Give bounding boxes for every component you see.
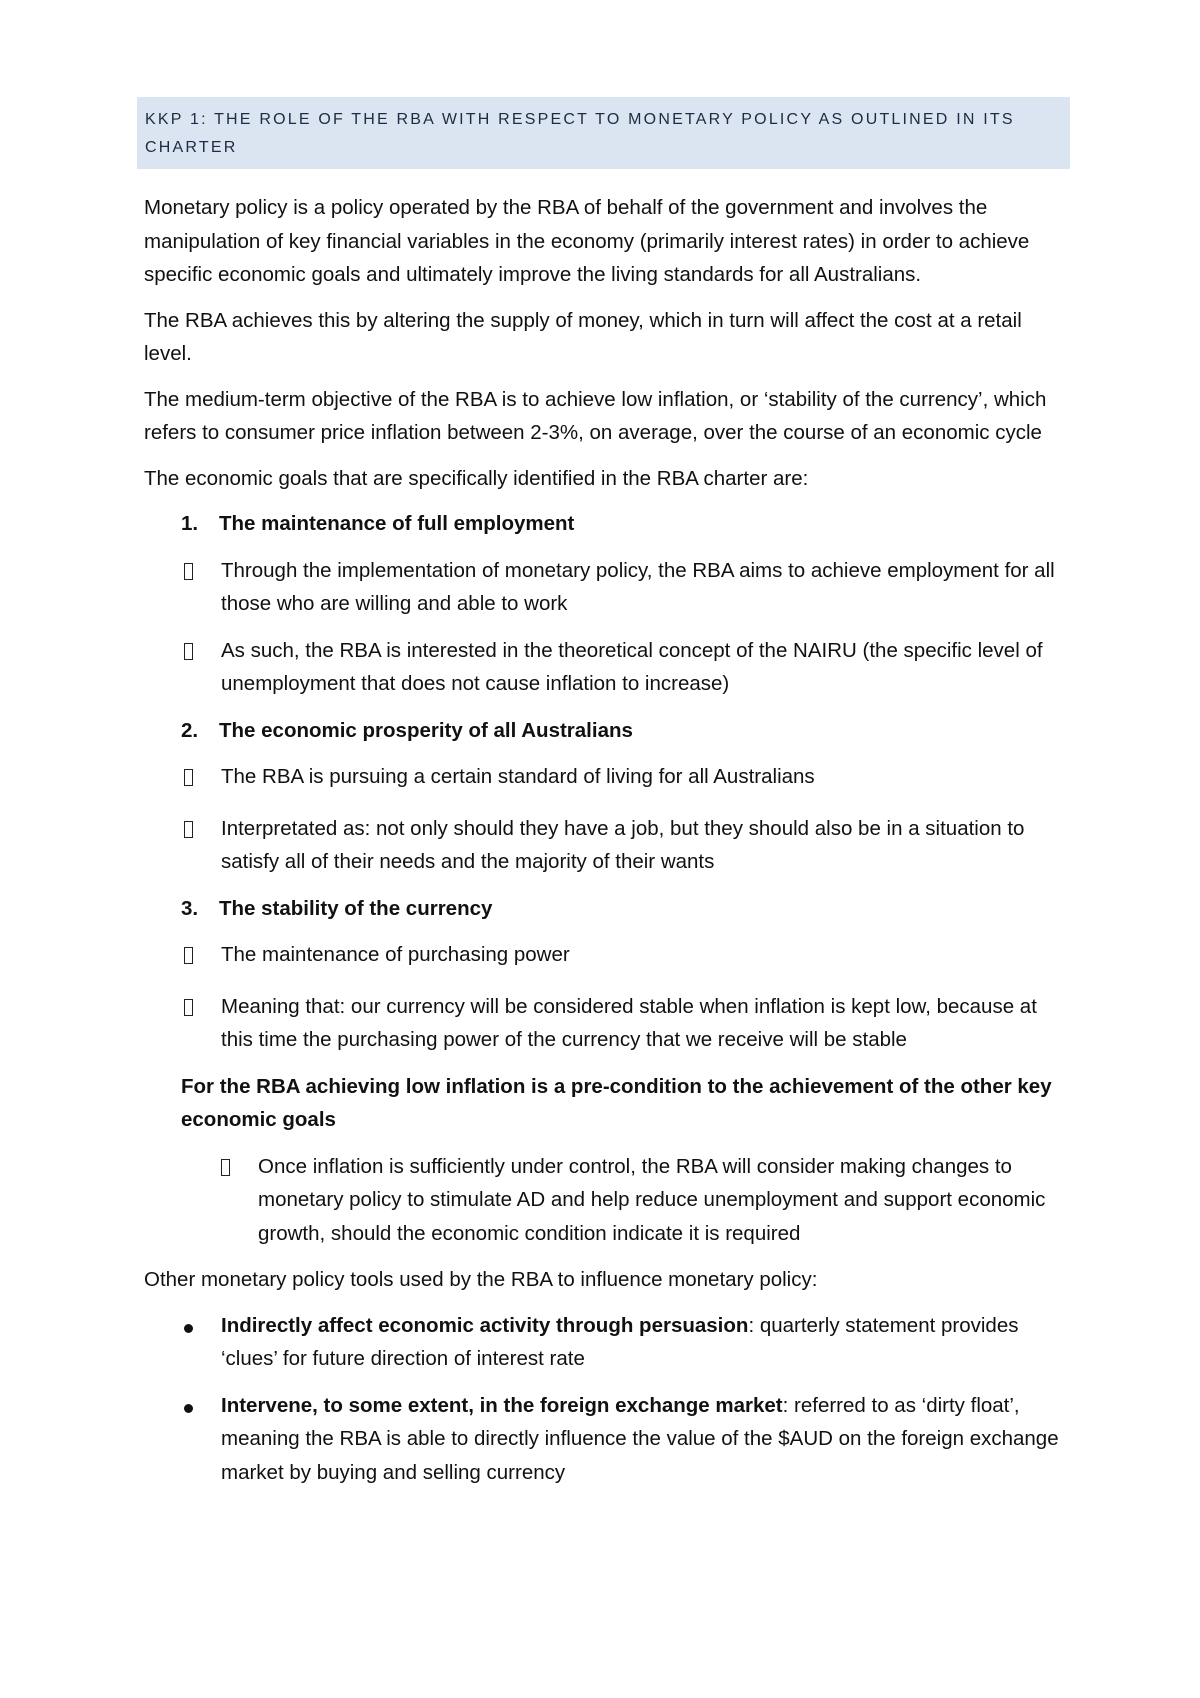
goal-heading-1 [144,507,1074,541]
point-text: The RBA is pursuing a certain standard of living for all Australians [221,765,815,788]
square-bullet-icon [217,1150,258,1251]
goal-2-point-2 [144,812,1074,879]
tool-bold-label: Indirectly affect economic activity through persuasion [221,1313,749,1337]
point-text: As such, the RBA is interested in the theoretical concept of the NAIRU (the specific level of unemployment that does not cause inflation to increase) [221,638,1043,695]
round-bullet-icon [144,1309,221,1376]
goal-1-point-2 [144,634,1074,701]
tools-intro: Other monetary policy tools used by the RBA to influence monetary policy: [144,1268,818,1291]
goal-number: 1. [181,512,199,535]
point-text: Meaning that: our currency will be considered stable when inflation is kept low, because at this time the purchasing power of the currency that we receive will be stable [221,994,1037,1051]
tool-bold-label: Intervene, to some extent, in the foreign exchange market [221,1393,783,1417]
point-text: The maintenance of purchasing power [221,943,570,966]
paragraph-medium-term-objective: The medium-term objective of the RBA is to achieve low inflation, or ‘stability of the currency’, which refers to consumer price inflation between 2-3%, on average, over the course of an economic cycle [144,387,1047,444]
goal-number: 3. [181,896,199,920]
goal-2-point-1 [144,760,1074,799]
goal-3-point-2 [144,990,1074,1057]
tool-item-2 [144,1389,1074,1490]
tool-text [221,1309,1074,1376]
tool-description: : quarterly statement provides ‘clues’ for future direction of interest rate [221,1313,1019,1370]
goal-title: The maintenance of full employment [219,512,575,535]
goal-heading-2 [144,714,1074,748]
paragraph-definition: Monetary policy is a policy operated by the RBA of behalf of the government and involves the manipulation of key financial variables in the economy (primarily interest rates) in order to achieve specific economic goals and ultimately improve the living standards for all Australians. [144,196,1030,286]
point-text: Once inflation is sufficiently under control, the RBA will consider making changes to monetary policy to stimulate AD and help reduce unemployment and support economic growth, should the economic condition indicate it is required [258,1154,1046,1245]
paragraph-money-supply: The RBA achieves this by altering the supply of money, which in turn will affect the cost at a retail level. [144,308,1022,365]
square-bullet-icon [144,554,221,621]
goal-heading-3 [144,892,1074,926]
precondition-point [144,1150,1074,1251]
tool-text [221,1389,1074,1490]
goal-number: 2. [181,718,199,742]
document-body [144,191,1074,1502]
goal-1-point-1 [144,554,1074,621]
tool-item-1 [144,1309,1074,1376]
point-text: Interpretated as: not only should they have a job, but they should also be in a situation to satisfy all of their needs and the majority of their wants [221,816,1025,873]
tool-description: : referred to as ‘dirty float’, meaning the RBA is able to directly influence the value of the $AUD on the foreign exchange market by buying and selling currency [221,1393,1059,1484]
precondition-statement: For the RBA achieving low inflation is a pre-condition to the achievement of the other key economic goals [181,1074,1052,1131]
goal-title: The economic prosperity of all Australians [219,718,633,742]
goal-3-point-1 [144,938,1074,977]
square-bullet-icon [144,634,221,701]
paragraph-goals-intro: The economic goals that are specifically identified in the RBA charter are: [144,466,809,490]
round-bullet-icon [144,1389,221,1490]
square-bullet-icon [144,990,221,1057]
square-bullet-icon [144,812,221,879]
goal-title: The stability of the currency [219,896,493,920]
square-bullet-icon [144,938,221,977]
section-heading: KKP 1: THE ROLE OF THE RBA WITH RESPECT TO MONETARY POLICY AS OUTLINED IN ITS CHARTER [137,97,1070,169]
square-bullet-icon [144,760,221,799]
point-text: Through the implementation of monetary policy, the RBA aims to achieve employment for all those who are willing and able to work [221,558,1055,615]
